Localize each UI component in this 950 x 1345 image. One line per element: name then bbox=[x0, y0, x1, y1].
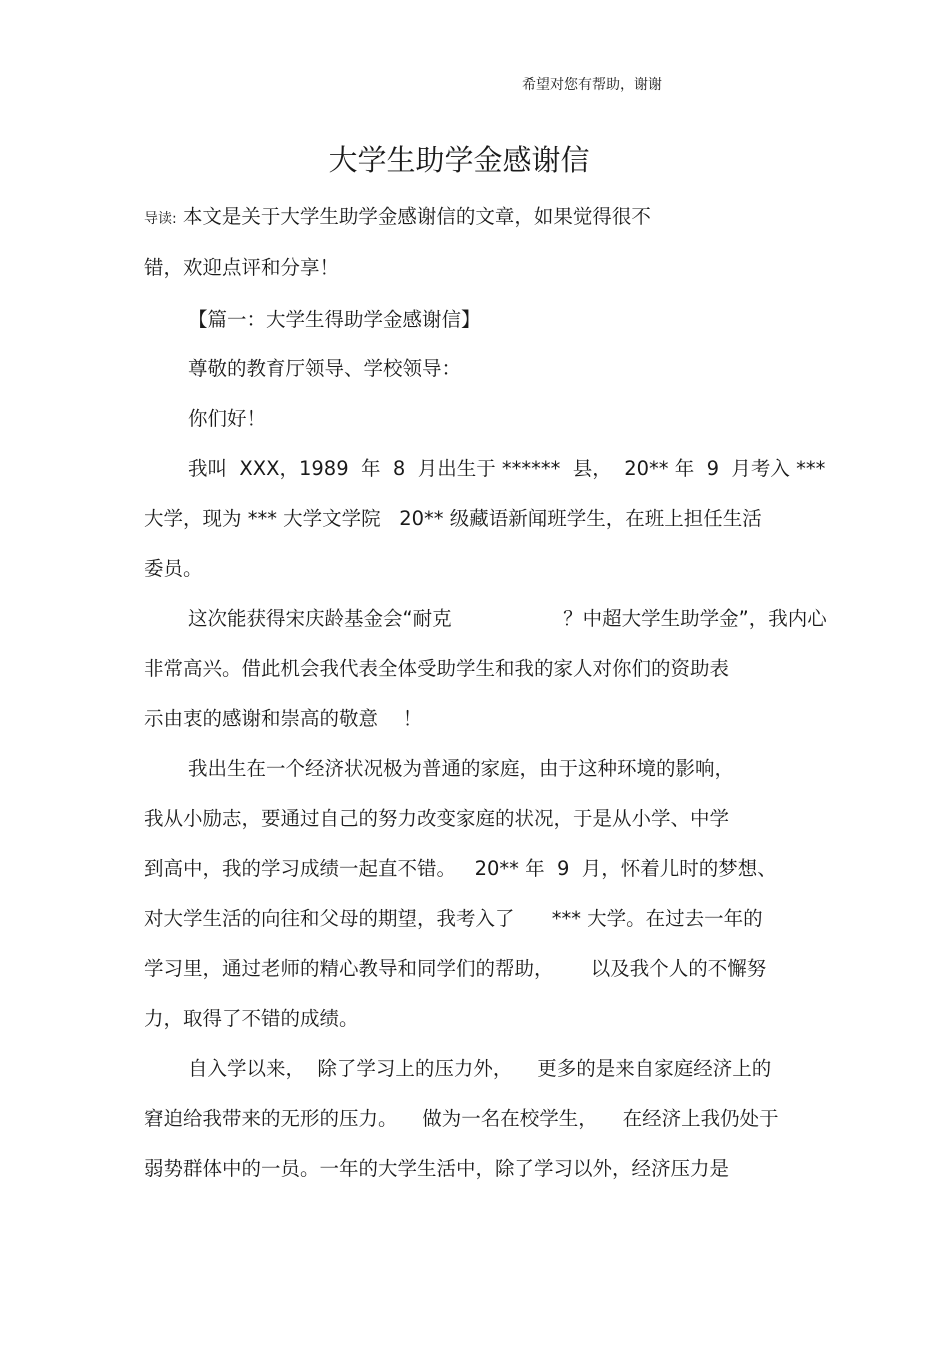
paragraph-line: 到高中，我的学习成绩一起直不错。 20** 年 9 月，怀着儿时的梦想、 bbox=[144, 857, 777, 880]
intro-line-2: 错，欢迎点评和分享！ bbox=[144, 256, 340, 279]
intro-line-1 bbox=[144, 203, 651, 233]
paragraph-line: 这次能获得宋庆龄基金会“耐克 ？中超大学生助学金”，我内心 bbox=[188, 607, 827, 630]
paragraph-line: 我出生在一个经济状况极为普通的家庭，由于这种环境的影响， bbox=[188, 757, 735, 780]
paragraph-line: 示由衷的感谢和崇高的敬意 ！ bbox=[144, 707, 423, 730]
paragraph-line: 我从小励志，要通过自己的努力改变家庭的状况，于是从小学、中学 bbox=[144, 807, 730, 830]
paragraph-line: 委员。 bbox=[144, 557, 203, 580]
paragraph-line: 弱势群体中的一员。一年的大学生活中，除了学习以外，经济压力是 bbox=[144, 1157, 730, 1180]
paragraph-line: 自入学以来， 除了学习上的压力外， 更多的是来自家庭经济上的 bbox=[188, 1057, 772, 1080]
paragraph-line: 窘迫给我带来的无形的压力。 做为一名在校学生， 在经济上我仍处于 bbox=[144, 1107, 779, 1130]
paragraph-line: 对大学生活的向往和父母的期望，我考入了 *** 大学。在过去一年的 bbox=[144, 907, 763, 930]
section-title: 【篇一：大学生得助学金感谢信】 bbox=[188, 308, 481, 331]
header-note: 希望对您有帮助，谢谢 bbox=[522, 77, 662, 93]
paragraph-line: 非常高兴。借此机会我代表全体受助学生和我的家人对你们的资助表 bbox=[144, 657, 730, 680]
intro-label: 导读: bbox=[144, 211, 177, 227]
paragraph-line: 学习里，通过老师的精心教导和同学们的帮助， 以及我个人的不懈努 bbox=[144, 957, 767, 980]
page-title: 大学生助学金感谢信 bbox=[328, 143, 590, 177]
paragraph-line: 大学，现为 *** 大学文学院 20** 级藏语新闻班学生，在班上担任生活 bbox=[144, 507, 762, 530]
paragraph-line: 力，取得了不错的成绩。 bbox=[144, 1007, 359, 1030]
salutation: 尊敬的教育厅领导、学校领导： bbox=[188, 357, 462, 380]
paragraph-line: 我叫 XXX，1989 年 8 月出生于 ****** 县， 20** 年 9 月考入 *** bbox=[188, 457, 826, 480]
intro-text-1: 本文是关于大学生助学金感谢信的文章，如果觉得很不 bbox=[182, 205, 651, 228]
greeting: 你们好！ bbox=[188, 407, 267, 430]
